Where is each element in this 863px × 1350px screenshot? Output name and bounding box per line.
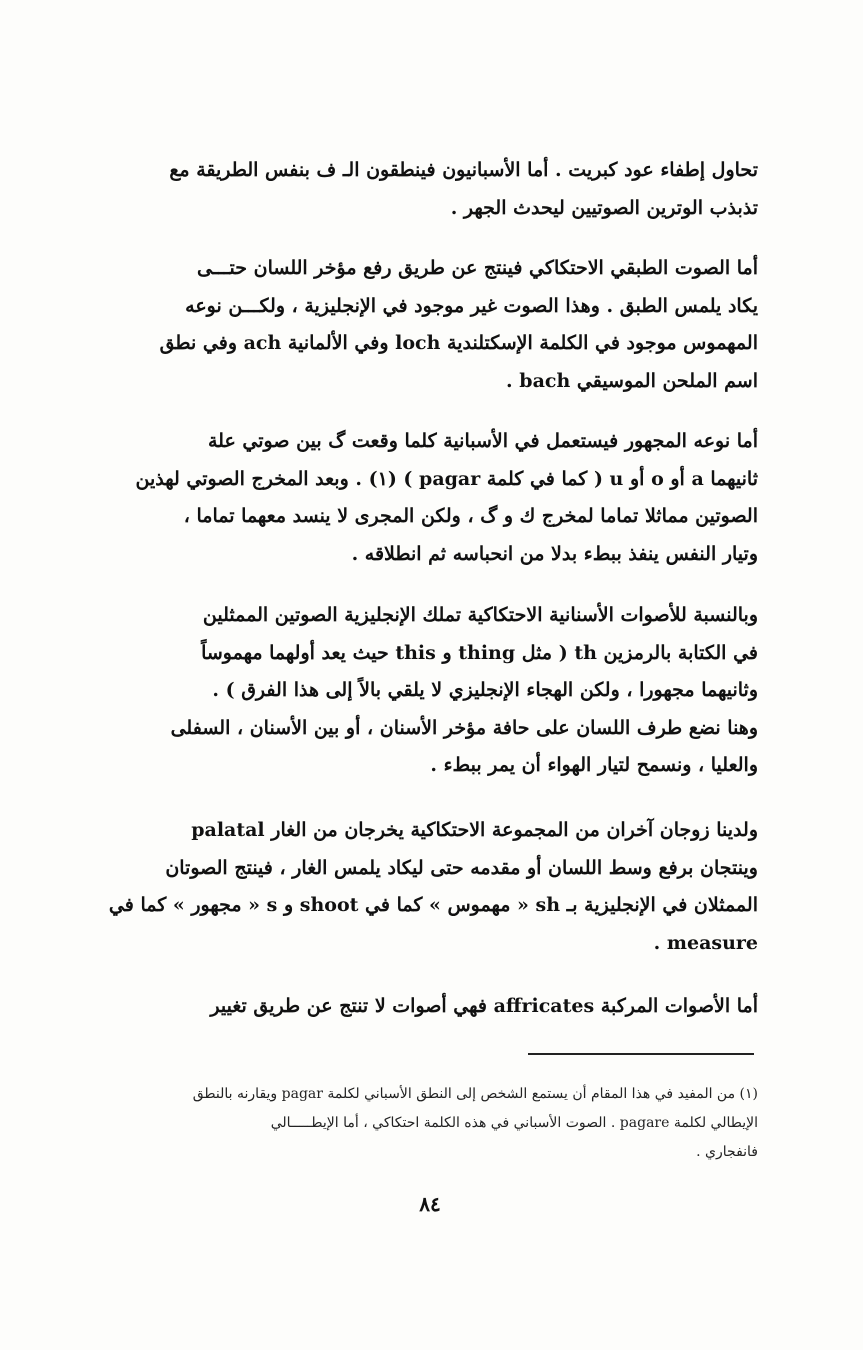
- footnote: [96, 1080, 758, 1167]
- paragraph-line: وينتجان برفع وسط اللسان أو مقدمه حتى ليكاد يلمس الغار ، فينتج الصوتان: [165, 856, 758, 879]
- paragraph-line: الصوتين مماثلا تماما لمخرج ك و گ ، ولكن المجرى لا ينسد معهما تماما ،: [183, 505, 758, 527]
- paragraph-line: ولدينا زوجان آخران من المجموعة الاحتكاكية يخرجان من الغار palatal: [191, 819, 758, 841]
- paragraph-4: [96, 597, 758, 785]
- paragraph-line: أما نوعه المجهور فيستعمل في الأسبانية كلما وقعت گ بين صوتي علة: [208, 430, 758, 452]
- footnote-line: الإيطالي لكلمة pagare . الصوت الأسباني في هذه الكلمة احتكاكي ، أما الإيطـــــالي: [270, 1115, 758, 1131]
- paragraph-1: [96, 152, 758, 227]
- paragraph-line: وبالنسبة للأصوات الأسنانية الاحتكاكية تملك الإنجليزية الصوتين الممثلين: [202, 604, 758, 626]
- page-number: ٨٤: [419, 1192, 441, 1216]
- paragraph-line: في الكتابة بالرمزين th ( مثل thing و this حيث يعد أولهما مهموساً: [201, 641, 758, 664]
- paragraph-line: الممثلان في الإنجليزية بـ sh « مهموس » كما في shoot و s « مجهور » كما في: [108, 894, 758, 916]
- paragraph-line: وهنا نضع طرف اللسان على حافة مؤخر الأسنان ، أو بين الأسنان ، السفلى: [170, 716, 758, 739]
- paragraph-line: المهموس موجود في الكلمة الإسكتلندية loch وفي الألمانية ach وفي نطق: [159, 332, 758, 354]
- paragraph-6: [96, 988, 758, 1026]
- paragraph-line: ثانيهما a أو o أو u ( كما في كلمة pagar ) (١) . وبعد المخرج الصوتي لهذين: [135, 467, 758, 490]
- footnote-line: فانفجاري .: [696, 1144, 758, 1160]
- paragraph-line: أما الأصوات المركبة affricates فهي أصوات لا تنتج عن طريق تغيير: [210, 995, 758, 1017]
- paragraph-5: [96, 812, 758, 962]
- paragraph-line: والعليا ، ونسمح لتيار الهواء أن يمر ببطء .: [430, 754, 758, 776]
- paragraph-line: measure .: [653, 931, 758, 954]
- paragraph-line: تحاول إطفاء عود كبريت . أما الأسبانيون فينطقون الـ ف بنفس الطريقة مع: [169, 159, 758, 181]
- paragraph-line: وثانيهما مجهورا ، ولكن الهجاء الإنجليزي لا يلقي بالاً إلى هذا الفرق ) .: [212, 679, 758, 701]
- paragraph-line: وتيار النفس ينفذ ببطء بدلا من انحباسه ثم انطلاقه .: [351, 542, 758, 565]
- paragraph-line: اسم الملحن الموسيقي bach .: [506, 369, 758, 392]
- footnote-line: (١) من المفيد في هذا المقام أن يستمع الشخص إلى النطق الأسباني لكلمة pagar ويقارنه بالنطق: [192, 1086, 758, 1102]
- footnote-divider: [528, 1053, 754, 1055]
- paragraph-3: [96, 423, 758, 573]
- paragraph-2: [96, 250, 758, 400]
- paragraph-line: يكاد يلمس الطبق . وهذا الصوت غير موجود في الإنجليزية ، ولكـــن نوعه: [185, 294, 758, 317]
- paragraph-line: أما الصوت الطبقي الاحتكاكي فينتج عن طريق رفع مؤخر اللسان حتـــى: [197, 257, 758, 279]
- paragraph-line: تذبذب الوترين الصوتيين ليحدث الجهر .: [450, 196, 758, 219]
